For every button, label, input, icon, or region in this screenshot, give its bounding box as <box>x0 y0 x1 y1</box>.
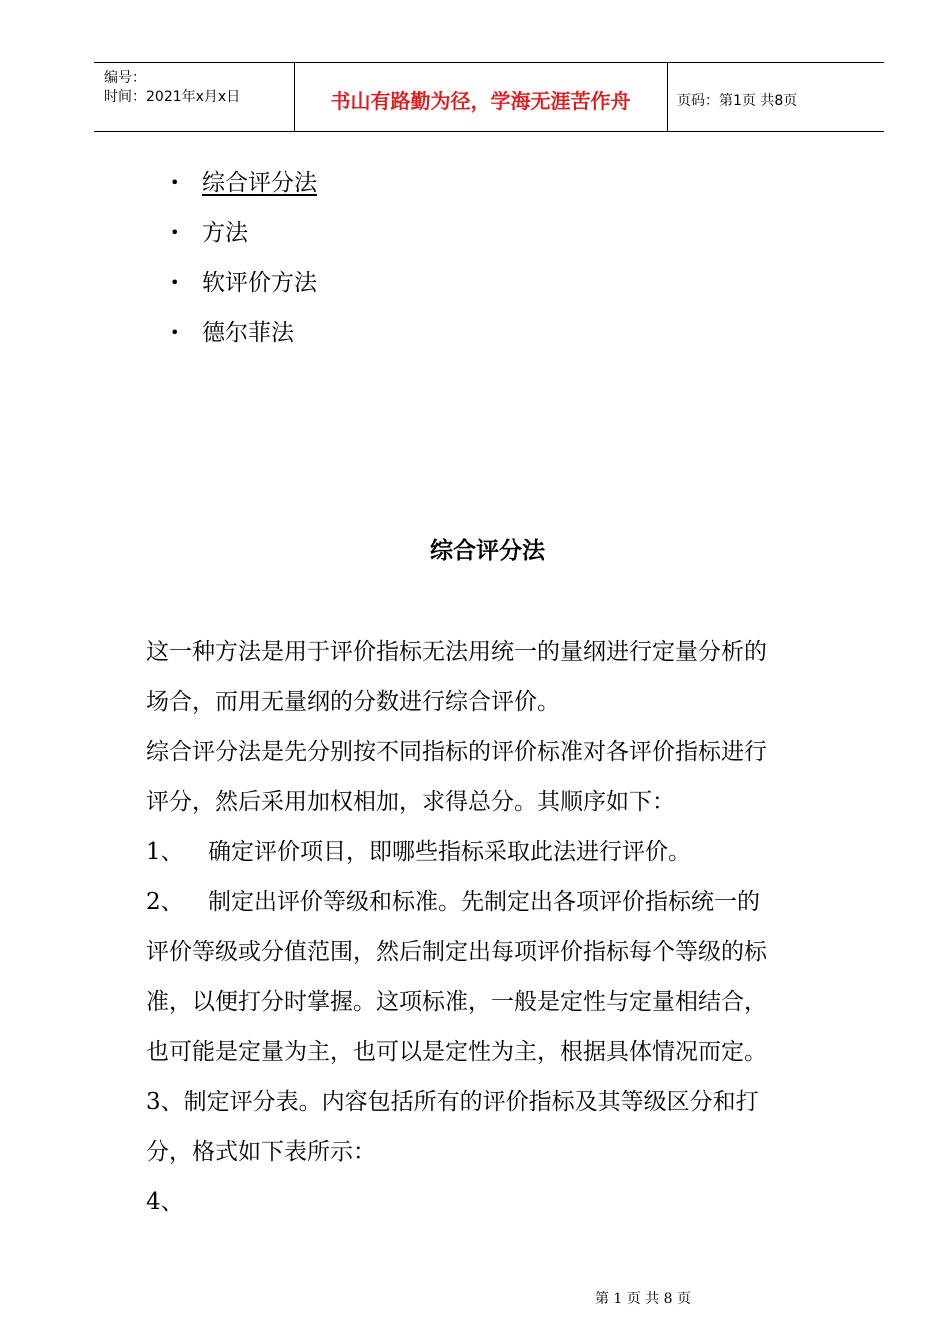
page-header <box>94 62 884 132</box>
body-line: 4、 <box>146 1189 184 1215</box>
step-text: 制定出评价等级和标准。先制定出各项评价指标统一的 <box>208 889 760 915</box>
page-footer: 第 1 页 共 8 页 <box>594 1291 692 1307</box>
step-2 <box>146 877 846 927</box>
toc-item-label: 软评价方法 <box>202 270 317 296</box>
body-line: 也可能是定量为主，也可以是定性为主，根据具体情况而定。 <box>146 1039 767 1065</box>
bullet-icon: • <box>170 323 180 342</box>
body-line: 这一种方法是用于评价指标无法用统一的量纲进行定量分析的 <box>146 639 767 665</box>
step-number: 1、 <box>146 839 184 865</box>
step-text: 确定评价项目，即哪些指标采取此法进行评价。 <box>208 839 691 865</box>
motto-text: 书山有路勤为径，学海无涯苦作舟 <box>330 89 631 113</box>
bullet-icon: • <box>170 173 180 192</box>
section-body <box>146 627 846 1227</box>
bullet-icon: • <box>170 273 180 292</box>
page-info: 页码：第1页 共8页 <box>677 93 798 109</box>
toc-item <box>170 314 317 364</box>
section-title: 综合评分法 <box>430 537 545 564</box>
step-1 <box>146 827 846 877</box>
body-line: 综合评分法是先分别按不同指标的评价标准对各评价指标进行 <box>146 739 767 765</box>
header-page-cell <box>667 63 884 131</box>
toc-item <box>170 214 317 264</box>
toc-item-label: 方法 <box>202 220 248 246</box>
toc-item-label: 综合评分法 <box>202 170 317 196</box>
header-meta-cell <box>94 63 295 131</box>
bullet-icon: • <box>170 223 180 242</box>
body-line: 3、制定评分表。内容包括所有的评价指标及其等级区分和打 <box>146 1089 759 1115</box>
body-line: 评分，然后采用加权相加，求得总分。其顺序如下： <box>146 789 675 815</box>
body-line: 分，格式如下表所示： <box>146 1139 376 1165</box>
toc-list <box>170 164 317 364</box>
toc-item <box>170 264 317 314</box>
header-motto-cell <box>294 63 668 131</box>
body-line: 准，以便打分时掌握。这项标准，一般是定性与定量相结合， <box>146 989 767 1015</box>
body-line: 评价等级或分值范围，然后制定出每项评价指标每个等级的标 <box>146 939 767 965</box>
toc-item[interactable] <box>170 164 317 214</box>
step-number: 2、 <box>146 889 184 915</box>
number-label: 编号： <box>104 70 146 86</box>
time-label: 时间：2021年x月x日 <box>104 89 241 105</box>
body-line: 场合，而用无量纲的分数进行综合评价。 <box>146 689 560 715</box>
toc-item-label: 德尔菲法 <box>202 320 294 346</box>
